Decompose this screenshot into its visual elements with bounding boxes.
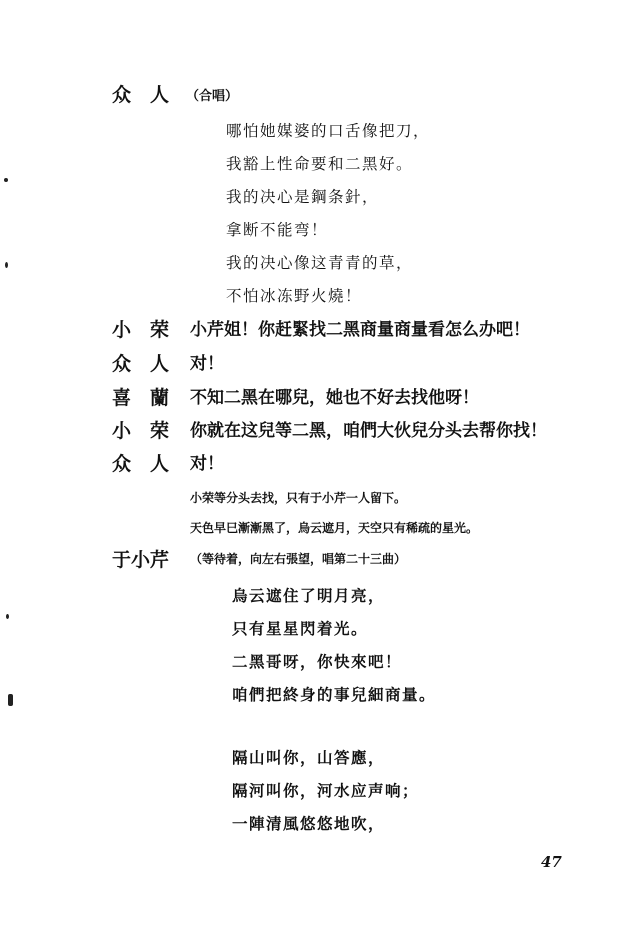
verse-line: 不怕冰冻野火燒！	[226, 287, 363, 305]
speaker-label: 小 荣	[112, 420, 170, 442]
speaker-label: 于小芹	[112, 549, 170, 571]
verse-line: 我的决心像这青青的草，	[226, 254, 414, 272]
stage-note: （等待着，向左右張望，唱第二十三曲）	[190, 552, 407, 566]
verse-line: 我豁上性命要和二黑好。	[226, 155, 414, 173]
verse-line: 二黑哥呀，你快來吧！	[232, 652, 403, 671]
stage-direction: 小荣等分头去找，只有于小芹一人留下。	[190, 491, 407, 505]
scan-speck	[4, 178, 8, 182]
verse-line: 咱們把終身的事兒細商量。	[232, 685, 437, 704]
speaker-label: 众 人	[112, 453, 170, 475]
stage-note: （合唱）	[186, 89, 239, 104]
speaker-label: 喜 蘭	[112, 387, 170, 409]
dialogue-line: 对！	[190, 354, 224, 374]
scan-speck	[5, 262, 8, 268]
verse-line: 拿断不能弯！	[226, 221, 329, 239]
stage-direction: 天色早巳漸漸黑了，烏云遮月，天空只有稀疏的星光。	[190, 521, 479, 535]
verse-line: 隔山叫你，山答應，	[232, 748, 386, 767]
speaker-label: 众 人	[112, 84, 170, 106]
scan-speck	[8, 694, 13, 706]
dialogue-line: 不知二黑在哪兒，她也不好去找他呀！	[190, 388, 479, 408]
page-number: 47	[541, 853, 562, 871]
verse-line: 只有星星閃着光。	[232, 619, 369, 638]
verse-line: 哪怕她媒婆的口舌像把刀，	[226, 122, 431, 140]
verse-line: 我的决心是鋼条針，	[226, 188, 380, 206]
verse-line: 隔河叫你，河水应声响；	[232, 781, 420, 800]
speaker-label: 众 人	[112, 353, 170, 375]
dialogue-line: 对！	[190, 454, 224, 474]
speaker-label: 小 荣	[112, 319, 170, 341]
verse-line: 一陣清風悠悠地吹，	[232, 814, 386, 833]
scan-speck	[6, 614, 9, 619]
verse-line: 烏云遮住了明月亮，	[232, 586, 386, 605]
dialogue-line: 小芹姐！你赶緊找二黑商量商量看怎么办吧！	[190, 320, 530, 340]
dialogue-line: 你就在这兒等二黑，咱們大伙兒分头去帮你找！	[190, 421, 547, 441]
